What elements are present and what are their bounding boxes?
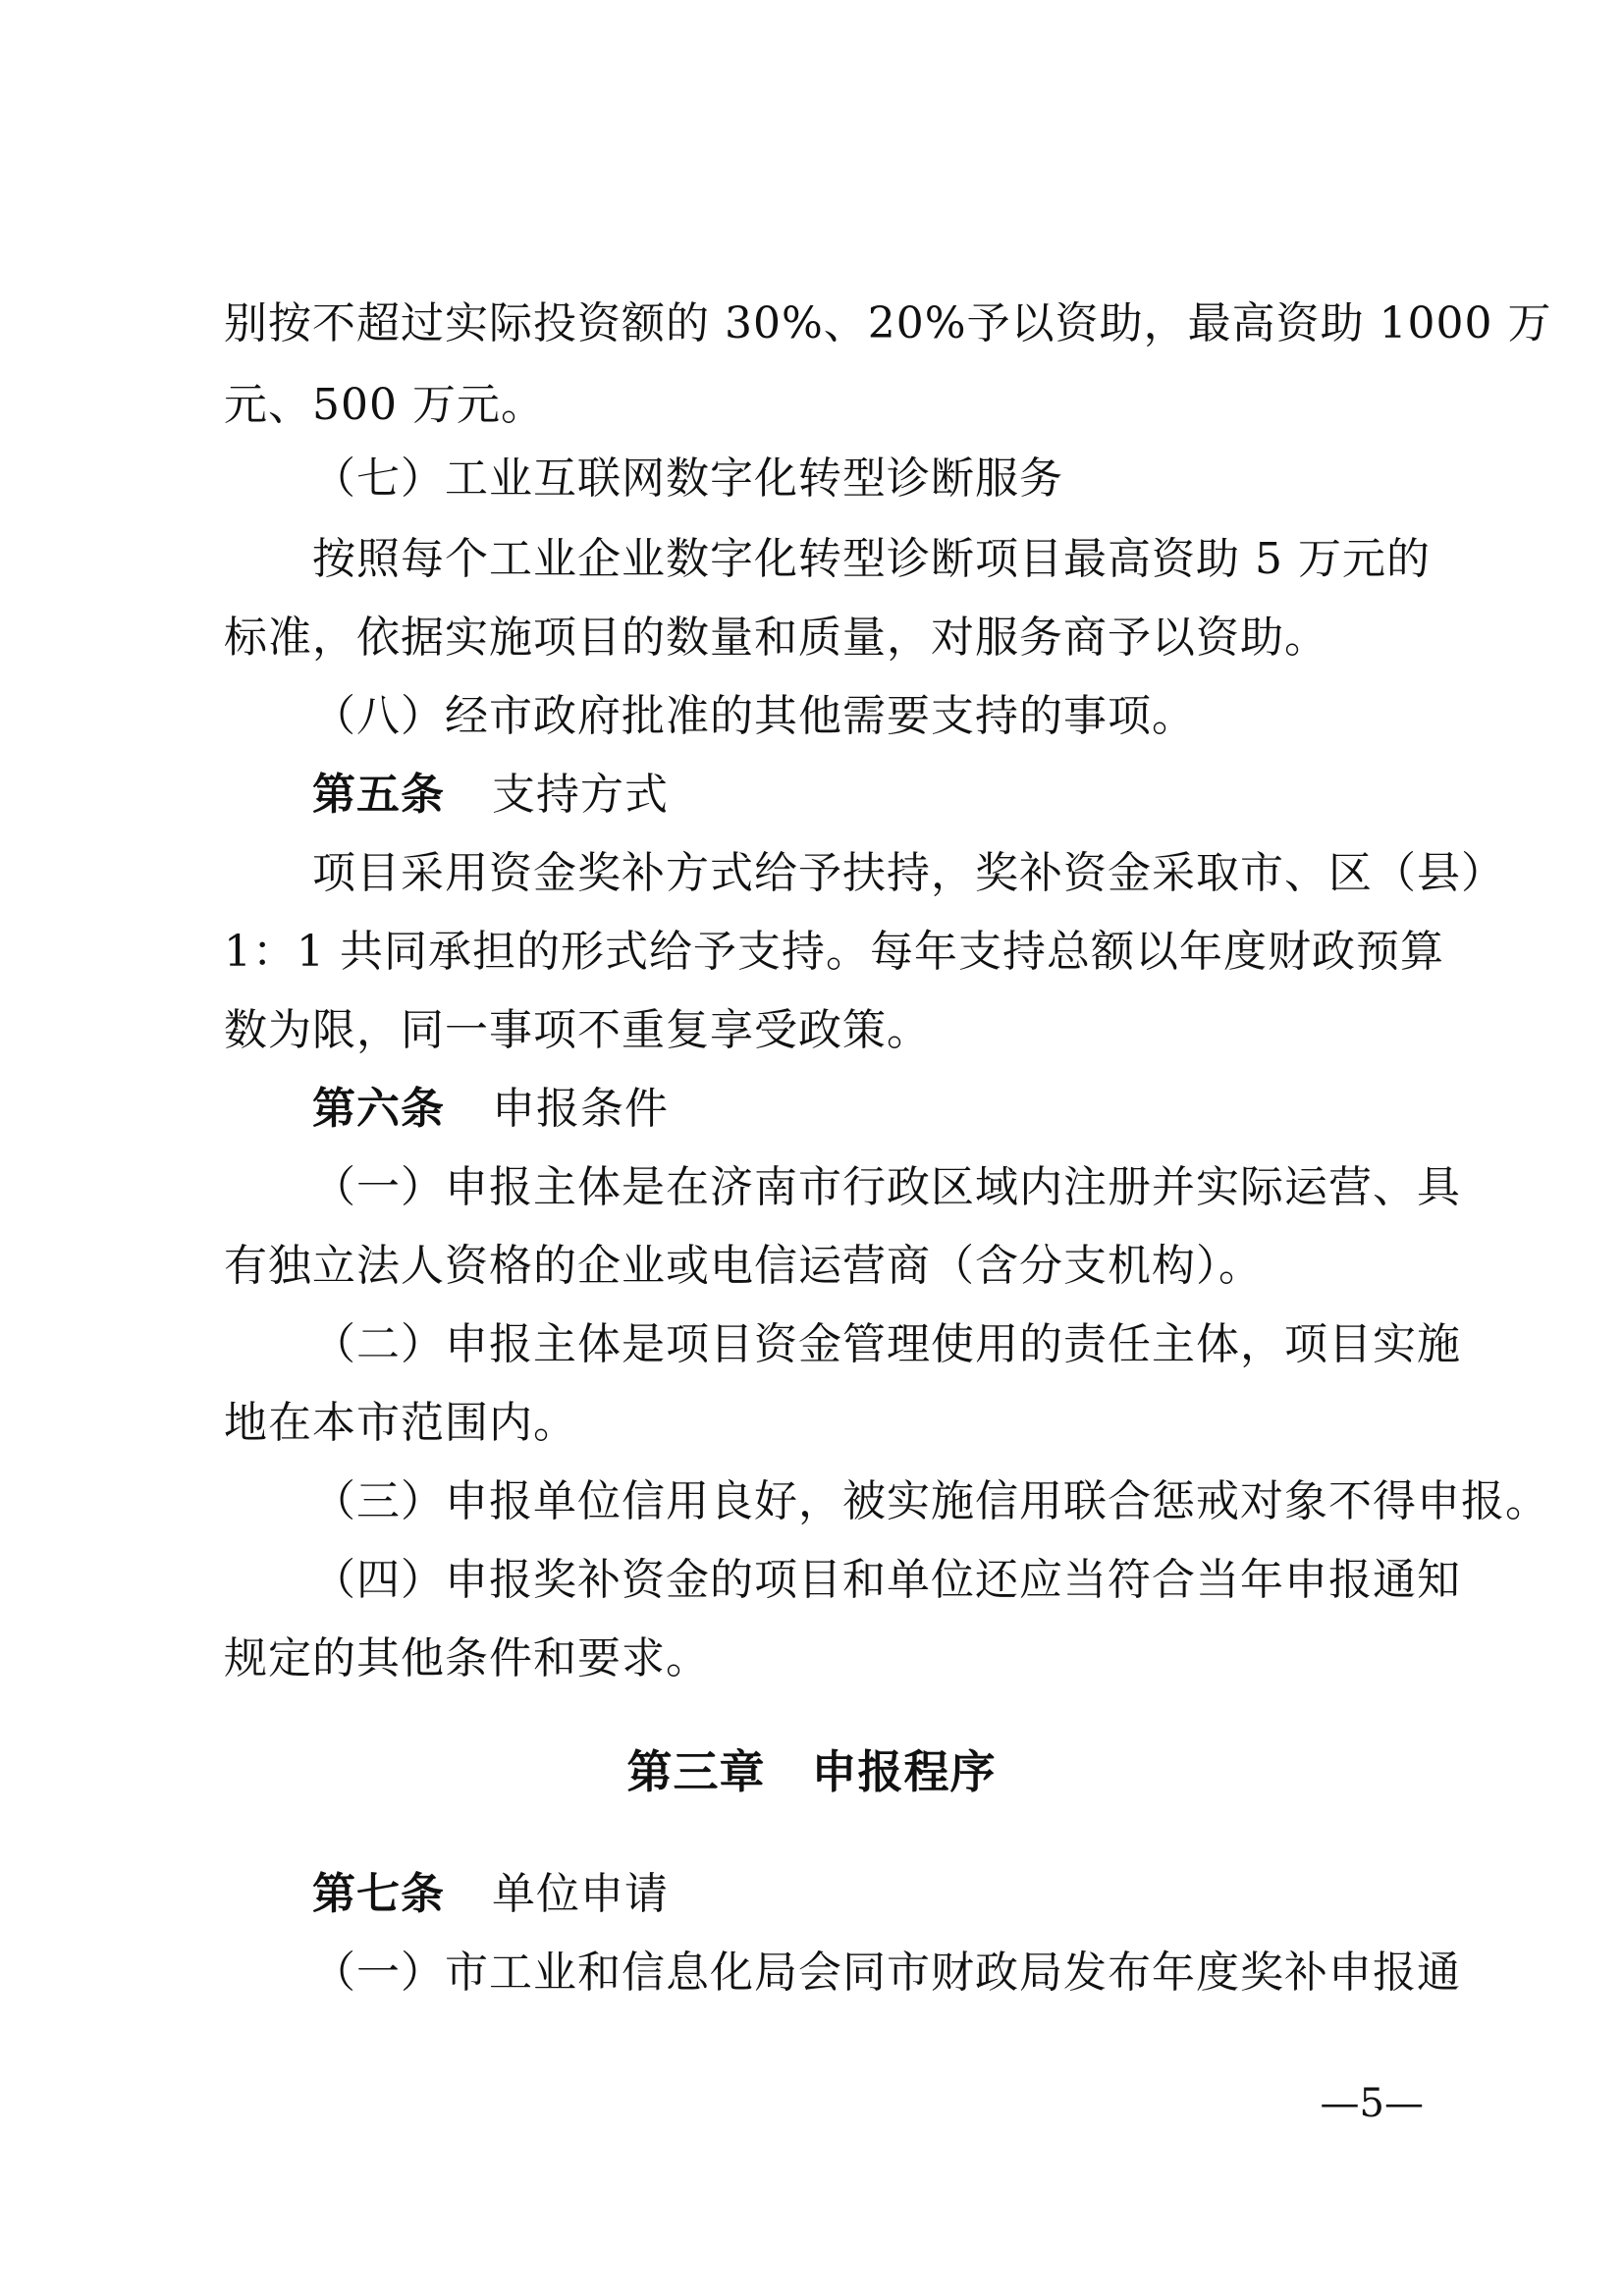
paragraph-line: 1：1 共同承担的形式给予支持。每年支持总额以年度财政预算 — [224, 927, 1444, 977]
paragraph-line: （四）申报奖补资金的项目和单位还应当符合当年申报通知 — [312, 1555, 1461, 1605]
paragraph-line: （一）申报主体是在济南市行政区域内注册并实际运营、具 — [312, 1162, 1461, 1212]
paragraph-line: （八）经市政府批准的其他需要支持的事项。 — [312, 691, 1196, 741]
paragraph-line: 别按不超过实际投资额的 30%、20%予以资助，最高资助 1000 万 — [224, 298, 1552, 348]
paragraph-line: 地在本市范围内。 — [224, 1398, 577, 1448]
paragraph-line: 项目采用资金奖补方式给予扶持，奖补资金采取市、区（县） — [312, 848, 1505, 898]
paragraph-line: 按照每个工业企业数字化转型诊断项目最高资助 5 万元的 — [312, 534, 1431, 584]
paragraph-line: （二）申报主体是项目资金管理使用的责任主体，项目实施 — [312, 1319, 1461, 1369]
paragraph-line: 规定的其他条件和要求。 — [224, 1633, 710, 1683]
section-heading: （七）工业互联网数字化转型诊断服务 — [312, 454, 1063, 504]
paragraph-line: 有独立法人资格的企业或电信运营商（含分支机构）。 — [224, 1241, 1263, 1291]
paragraph-line: （一）市工业和信息化局会同市财政局发布年度奖补申报通 — [312, 1948, 1461, 1998]
article-title: 申报条件 — [492, 1084, 669, 1134]
article-title: 单位申请 — [492, 1869, 669, 1919]
paragraph-line: 元、500 万元。 — [224, 380, 545, 430]
paragraph-line: 标准，依据实施项目的数量和质量，对服务商予以资助。 — [224, 613, 1328, 663]
article-heading — [312, 766, 1424, 825]
article-title: 支持方式 — [492, 770, 669, 820]
paragraph-line: 数为限，同一事项不重复享受政策。 — [224, 1005, 931, 1055]
paragraph-line: （三）申报单位信用良好，被实施信用联合惩戒对象不得申报。 — [312, 1476, 1549, 1526]
page-number: —5— — [1320, 2081, 1424, 2126]
article-number: 第七条 — [312, 1869, 445, 1919]
chapter-heading: 第三章 申报程序 — [626, 1745, 997, 1798]
article-number: 第六条 — [312, 1084, 445, 1134]
article-number: 第五条 — [312, 770, 445, 820]
article-heading — [312, 1080, 1424, 1139]
article-heading — [312, 1865, 1424, 1924]
